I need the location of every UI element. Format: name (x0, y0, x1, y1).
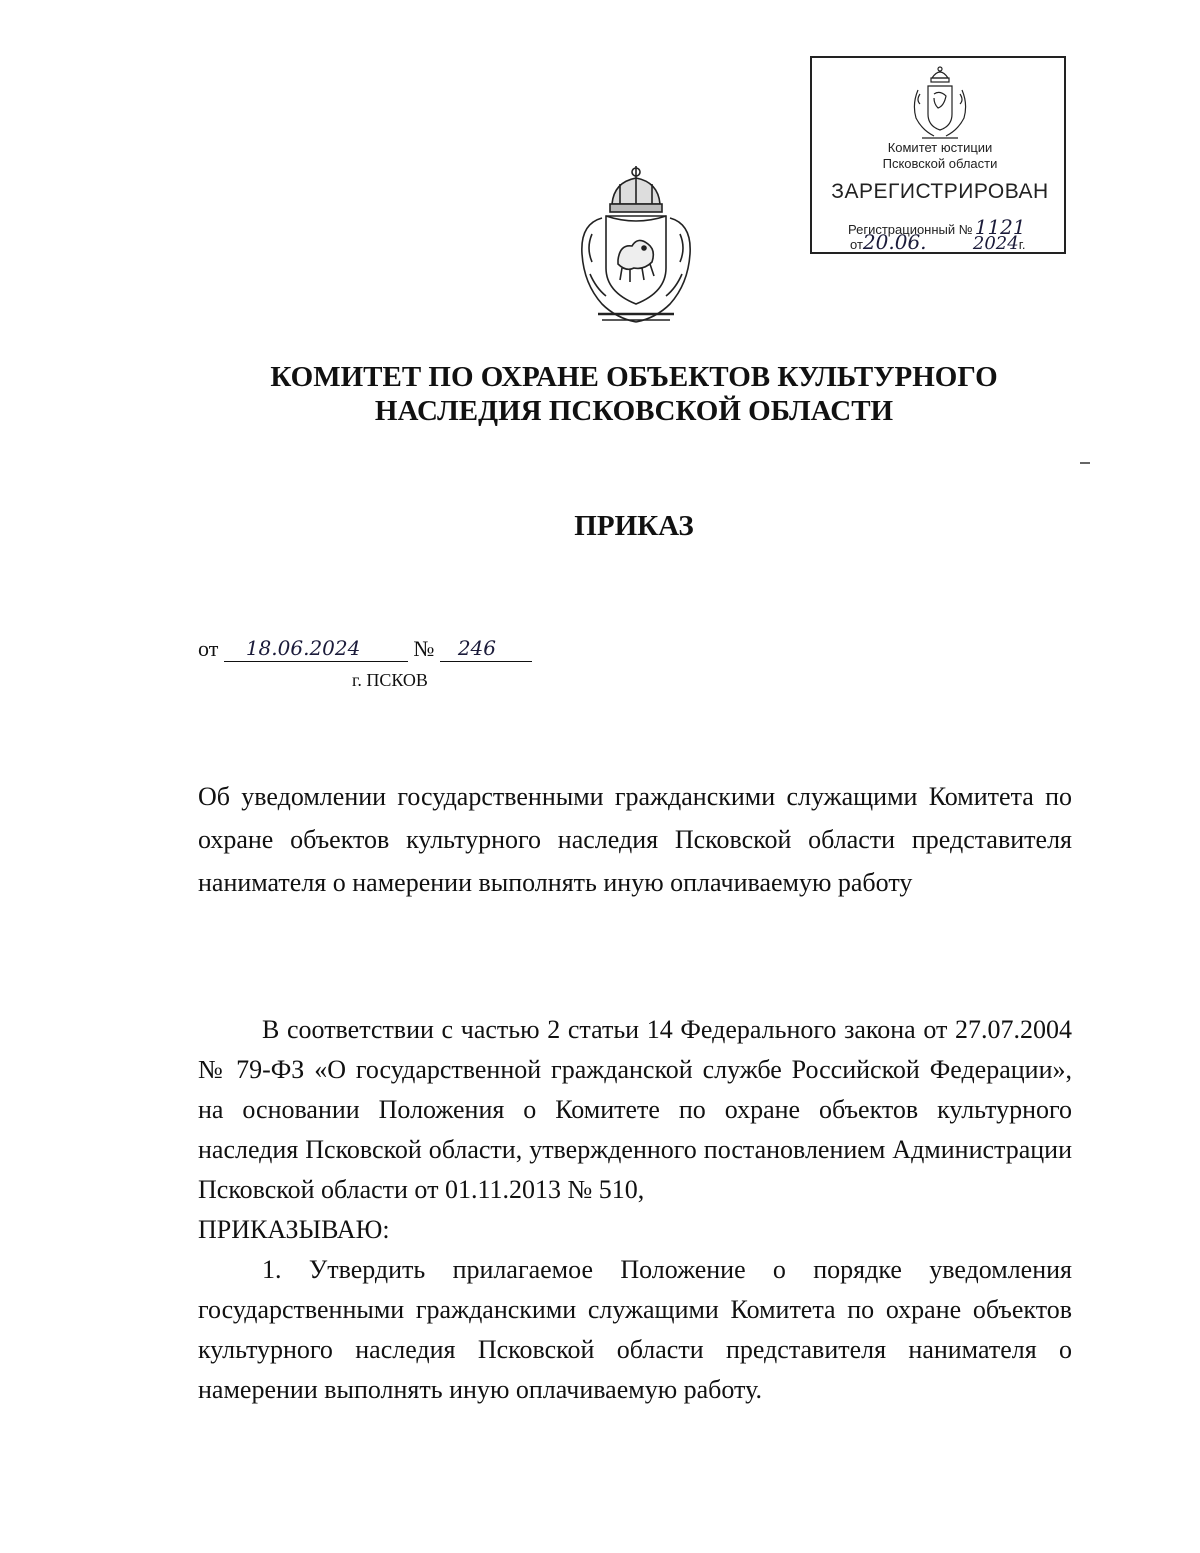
stamp-reg-label: Регистрационный № (848, 222, 973, 237)
stamp-date-value: 20.06. (862, 230, 927, 254)
order-date-number-line (198, 634, 532, 666)
stamp-reg-number: 1121 (974, 215, 1026, 239)
coat-of-arms-icon (908, 64, 972, 144)
stamp-date-prefix: от (850, 237, 863, 252)
stamp-org-line2: Псковской области (882, 156, 998, 171)
order-item-1: 1. Утвердить прилагаемое Положение о порядке уведомления государственными гражданскими служащими Комитета по охране объектов культурного наследия Псковской области представителя нанимателя о намерении выполнять иную оплачиваемую работу. (198, 1255, 1072, 1404)
order-date-prefix: от (198, 636, 219, 661)
order-subject: Об уведомлении государственными гражданскими служащими Комитета по охране объектов культурного наследия Псковской области представителя нанимателя о намерении выполнять иную оплачиваемую работу (198, 782, 1072, 897)
stamp-date-line (850, 230, 1026, 254)
order-directive-word: ПРИКАЗЫВАЮ: (198, 1215, 390, 1244)
stamp-status: ЗАРЕГИСТРИРОВАН (831, 180, 1049, 203)
registration-stamp (810, 56, 1066, 254)
order-date-value: 18.06.2024 (224, 634, 408, 662)
document-type: ПРИКАЗ (574, 510, 694, 542)
order-preamble: В соответствии с частью 2 статьи 14 Федерального закона от 27.07.2004 № 79-ФЗ «О государственной гражданской службе Российской Федерации», на основании Положения о Комитете по охране объектов культурного наследия Псковской области, утвержденного постановлением Администрации Псковской области от 01.11.2013 № 510, (198, 1015, 1072, 1204)
organization-title (150, 360, 1118, 428)
pskov-coat-of-arms-icon (572, 164, 700, 334)
stamp-org-line1: Комитет юстиции (887, 140, 993, 155)
stamp-year-value: 2024 (972, 233, 1019, 254)
organization-title-line1: КОМИТЕТ ПО ОХРАНЕ ОБЪЕКТОВ КУЛЬТУРНОГО (270, 361, 998, 393)
order-body (198, 1010, 1072, 1410)
order-city: г. ПСКОВ (352, 670, 428, 690)
order-number-label: № (413, 636, 435, 661)
order-number-value: 246 (440, 634, 532, 662)
organization-title-line2: НАСЛЕДИЯ ПСКОВСКОЙ ОБЛАСТИ (374, 395, 894, 427)
stamp-year-suffix: г. (1018, 237, 1026, 252)
scan-mark (1080, 462, 1090, 464)
